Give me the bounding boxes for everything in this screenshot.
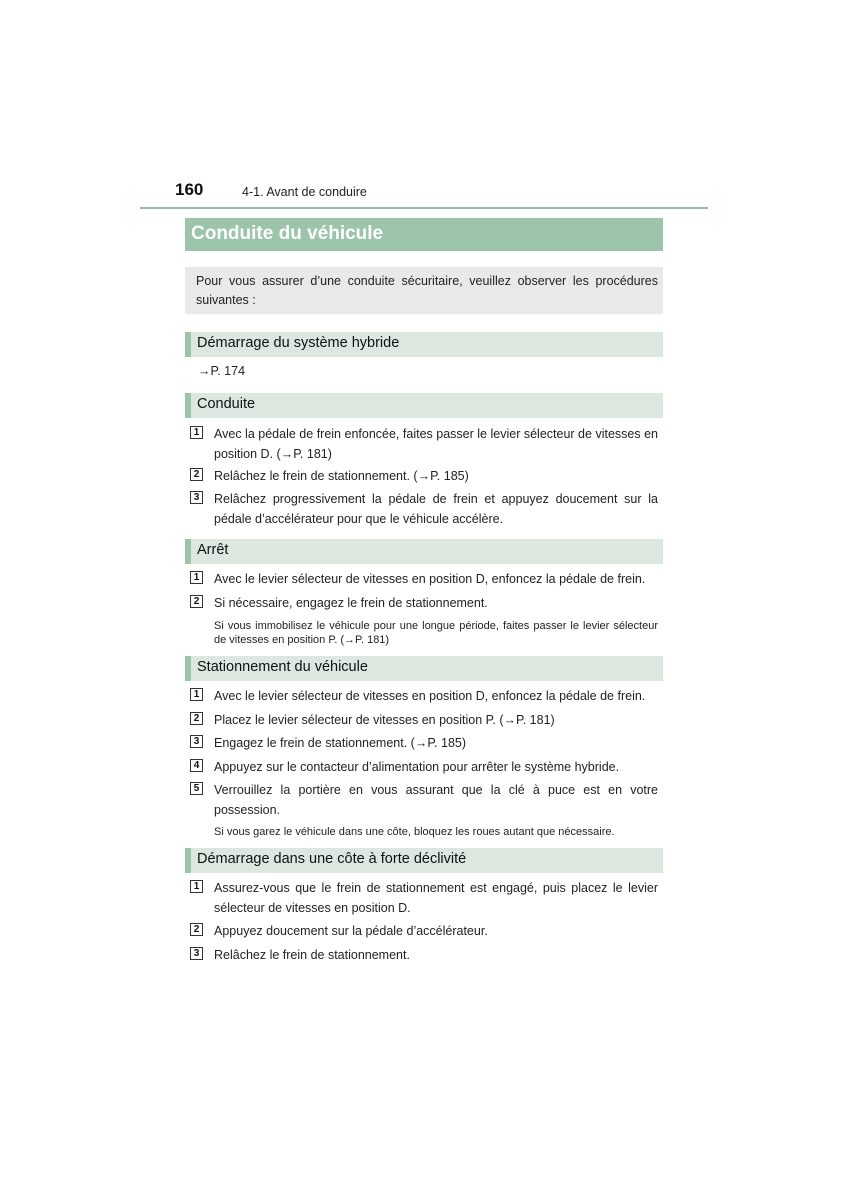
step-number: 1 — [190, 571, 203, 584]
header-divider — [140, 207, 708, 209]
step-text: Avec le levier sélecteur de vitesses en position D, enfoncez la pédale de frein. — [214, 689, 646, 703]
step-text: Si nécessaire, engagez le frein de stationnement. — [214, 596, 488, 610]
step-number: 5 — [190, 782, 203, 795]
step-text: Verrouillez la portière en vous assurant que la clé à puce est en votre possession. — [214, 783, 658, 817]
step-text: Engagez le frein de stationnement. (→P. 185) — [214, 736, 467, 750]
section-heading-label: Stationnement du véhicule — [197, 659, 368, 675]
step-number: 2 — [190, 468, 203, 481]
section-heading-parking — [185, 656, 663, 681]
note-text: Si vous garez le véhicule dans une côte, bloquez les roues autant que nécessaire. — [214, 826, 615, 838]
section-heading-hybrid-start — [185, 332, 663, 357]
step-number: 3 — [190, 735, 203, 748]
step-number: 3 — [190, 491, 203, 504]
page-title: Conduite du véhicule — [191, 223, 384, 244]
section-heading-label: Arrêt — [197, 542, 229, 558]
step-text: Relâchez le frein de stationnement. — [214, 948, 410, 962]
page-title-banner — [185, 218, 663, 251]
step-number: 2 — [190, 595, 203, 608]
section-heading-driving — [185, 393, 663, 418]
page-number: 160 — [175, 180, 204, 199]
step-text: Avec le levier sélecteur de vitesses en position D, enfoncez la pédale de frein. — [214, 572, 646, 586]
step-number: 1 — [190, 426, 203, 439]
step-number: 3 — [190, 947, 203, 960]
section-heading-label: Démarrage du système hybride — [197, 335, 400, 351]
page-reference: →P. 174 — [198, 364, 246, 378]
step-number: 4 — [190, 759, 203, 772]
step-text: Appuyez doucement sur la pédale d’accélérateur. — [214, 924, 488, 938]
step-text: Assurez-vous que le frein de stationnement est engagé, puis placez le levier sélecteur de vitesses en position D. — [214, 881, 658, 915]
note-text: Si vous immobilisez le véhicule pour une longue période, faites passer le levier sélecteur de vitesses en position P. (→P. 181) — [214, 620, 658, 646]
step-number: 1 — [190, 688, 203, 701]
section-heading-stop — [185, 539, 663, 564]
step-text: Relâchez le frein de stationnement. (→P. 185) — [214, 469, 469, 483]
chapter-reference: 4-1. Avant de conduire — [242, 185, 367, 199]
intro-text: Pour vous assurer d’une conduite sécuritaire, veuillez observer les procédures suivantes : — [196, 274, 658, 307]
step-text: Relâchez progressivement la pédale de frein et appuyez doucement sur la pédale d’accélérateur pour que le véhicule accélère. — [214, 492, 658, 526]
step-number: 1 — [190, 880, 203, 893]
section-heading-label: Démarrage dans une côte à forte déclivité — [197, 851, 467, 867]
step-text: Avec la pédale de frein enfoncée, faites passer le levier sélecteur de vitesses en position D. (→P. 181) — [214, 427, 658, 461]
section-heading-hill-start — [185, 848, 663, 873]
step-number: 2 — [190, 712, 203, 725]
section-heading-label: Conduite — [197, 396, 256, 412]
step-text: Placez le levier sélecteur de vitesses en position P. (→P. 181) — [214, 713, 555, 727]
step-text: Appuyez sur le contacteur d’alimentation pour arrêter le système hybride. — [214, 760, 620, 774]
intro-box — [185, 267, 663, 314]
step-number: 2 — [190, 923, 203, 936]
